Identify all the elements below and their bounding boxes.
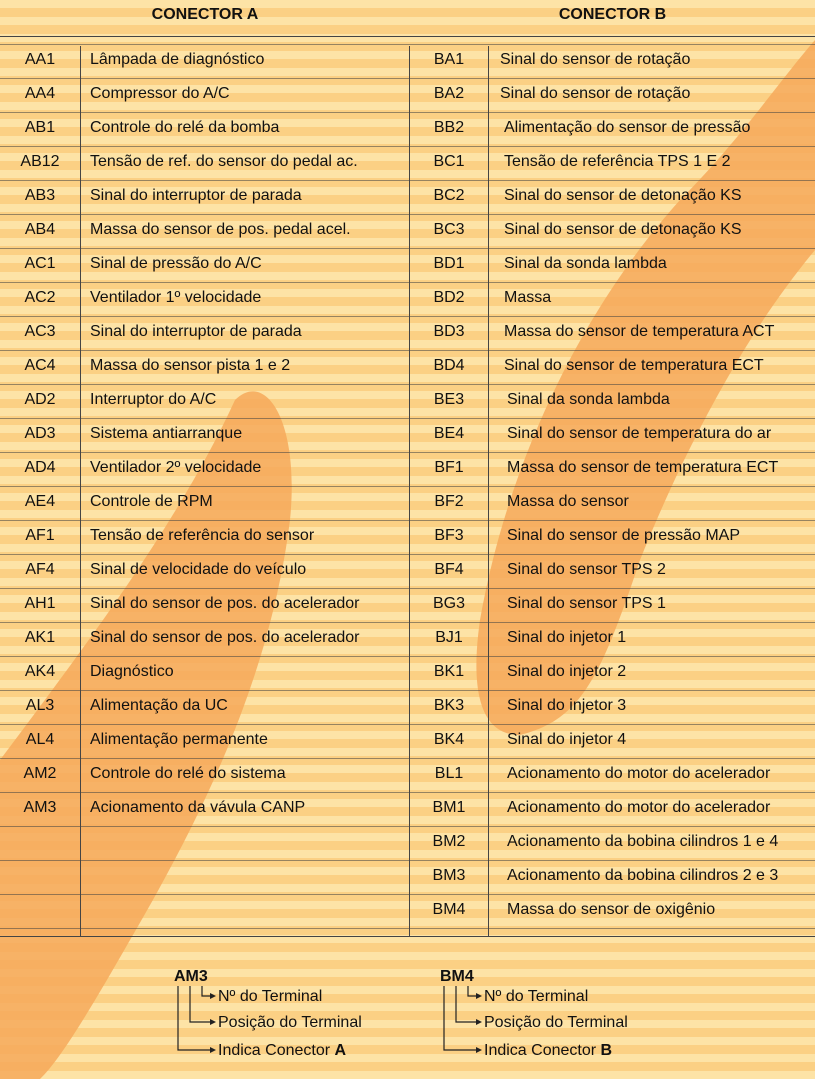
legend-b-code: BM4 xyxy=(440,968,474,985)
connector-a-terminal-description: Ventilador 1º velocidade xyxy=(90,289,262,306)
connector-b-terminal-description: Sinal do sensor de detonação KS xyxy=(504,187,742,204)
connector-a-terminal-code: AL3 xyxy=(25,697,55,714)
connector-a-terminal-code: AD4 xyxy=(24,459,56,476)
connector-b-terminal-code: BM4 xyxy=(432,901,466,918)
connector-a-terminal-description: Alimentação da UC xyxy=(90,697,228,714)
legend-b-terminal-position: Posição do Terminal xyxy=(484,1014,628,1031)
connector-b-terminal-description: Sinal do sensor de temperatura do ar xyxy=(507,425,772,442)
connector-b-terminal-code: BD4 xyxy=(433,357,465,374)
connector-b-terminal-description: Sinal do sensor de pressão MAP xyxy=(507,527,741,544)
connector-b-header: CONECTOR B xyxy=(558,6,667,23)
connector-a-terminal-description: Massa do sensor de pos. pedal acel. xyxy=(90,221,351,238)
connector-a-terminal-code xyxy=(0,893,80,927)
connector-b-terminal-code: BK1 xyxy=(433,663,465,680)
connector-a-terminal-description: Sinal de pressão do A/C xyxy=(90,255,262,272)
connector-b-terminal-description: Sinal da sonda lambda xyxy=(507,391,670,408)
connector-a-terminal-description: Sinal do interruptor de parada xyxy=(90,187,302,204)
connector-b-terminal-code: BF4 xyxy=(434,561,464,578)
header-divider xyxy=(0,36,815,37)
legend-b-connector xyxy=(484,1042,612,1060)
connector-b-terminal-code: BF1 xyxy=(434,459,464,476)
connector-b-terminal-description: Sinal do sensor de rotação xyxy=(500,85,691,102)
connector-b-terminal-code: BM1 xyxy=(432,799,466,816)
connector-a-terminal-code: AM3 xyxy=(23,799,57,816)
connector-a-terminal-description: Controle de RPM xyxy=(90,493,213,510)
connector-b-terminal-code: BL1 xyxy=(434,765,464,782)
connector-a-terminal-description: Controle do relé da bomba xyxy=(90,119,280,136)
connector-a-terminal-description: Alimentação permanente xyxy=(90,731,268,748)
connector-a-terminal-code: AF4 xyxy=(25,561,55,578)
connector-a-terminal-code: AB4 xyxy=(24,221,56,238)
connector-b-terminal-code: BD1 xyxy=(433,255,465,272)
connector-a-terminal-description: Sinal de velocidade do veículo xyxy=(90,561,307,578)
connector-b-terminal-description: Sinal do sensor TPS 2 xyxy=(507,561,666,578)
connector-a-terminal-code: AB1 xyxy=(24,119,56,136)
connector-a-terminal-code: AF1 xyxy=(25,527,55,544)
legend-b-connector-text: Indica Conector xyxy=(484,1042,601,1059)
connector-b-terminal-description: Sinal do sensor TPS 1 xyxy=(507,595,666,612)
connector-a-terminal-description: Interruptor do A/C xyxy=(90,391,217,408)
connector-a-terminal-code: AK4 xyxy=(24,663,56,680)
row-divider xyxy=(0,928,815,929)
connector-a-terminal-code: AE4 xyxy=(24,493,56,510)
connector-b-terminal-description: Massa do sensor de temperatura ACT xyxy=(504,323,775,340)
connector-b-terminal-description: Massa xyxy=(504,289,552,306)
connector-a-terminal-description: Controle do relé do sistema xyxy=(90,765,286,782)
connector-a-terminal-code: AC3 xyxy=(24,323,56,340)
connector-a-terminal-code: AB3 xyxy=(24,187,56,204)
connector-a-terminal-code: AM2 xyxy=(23,765,57,782)
connector-b-terminal-description: Acionamento da bobina cilindros 2 e 3 xyxy=(507,867,779,884)
connector-a-terminal-description: Sistema antiarranque xyxy=(90,425,243,442)
connector-a-terminal-description: Sinal do sensor de pos. do acelerador xyxy=(90,629,360,646)
connector-b-terminal-description: Sinal da sonda lambda xyxy=(504,255,667,272)
connector-a-terminal-code: AC4 xyxy=(24,357,56,374)
legend-a-terminal-position: Posição do Terminal xyxy=(218,1014,362,1031)
connector-b-terminal-code: BC2 xyxy=(433,187,465,204)
connector-a-terminal-description: Lâmpada de diagnóstico xyxy=(90,51,265,68)
connector-b-terminal-description: Tensão de referência TPS 1 E 2 xyxy=(504,153,731,170)
connector-b-terminal-code: BF2 xyxy=(434,493,464,510)
connector-a-terminal-description: Sinal do interruptor de parada xyxy=(90,323,302,340)
legend-b-connector-letter: B xyxy=(600,1042,613,1059)
connector-a-header: CONECTOR A xyxy=(151,6,259,23)
connector-a-terminal-description: Massa do sensor pista 1 e 2 xyxy=(90,357,291,374)
connector-b-terminal-code: BD2 xyxy=(433,289,465,306)
connector-a-terminal-description: Ventilador 2º velocidade xyxy=(90,459,262,476)
connector-a-terminal-description xyxy=(90,893,408,927)
connector-b-terminal-description: Sinal do injetor 2 xyxy=(507,663,627,680)
connector-b-terminal-code: BB2 xyxy=(433,119,465,136)
column-divider-b xyxy=(488,46,489,936)
connector-b-terminal-code: BA2 xyxy=(433,85,465,102)
connector-a-terminal-code: AD3 xyxy=(24,425,56,442)
connector-a-terminal-code: AC1 xyxy=(24,255,56,272)
connector-b-terminal-code: BM3 xyxy=(432,867,466,884)
legend-connector-a xyxy=(170,968,390,1068)
legend-connector-b xyxy=(436,968,656,1068)
legend-a-terminal-number: Nº do Terminal xyxy=(218,988,323,1005)
column-divider-a xyxy=(80,46,81,936)
connector-b-terminal-description: Sinal do injetor 3 xyxy=(507,697,627,714)
legend-a-connector xyxy=(218,1042,346,1060)
connector-b-terminal-code: BG3 xyxy=(432,595,465,612)
connector-a-terminal-code: AC2 xyxy=(24,289,56,306)
connector-b-terminal-code: BK3 xyxy=(433,697,465,714)
connector-a-terminal-description xyxy=(90,859,408,893)
connector-b-terminal-description: Acionamento do motor do acelerador xyxy=(507,765,771,782)
connector-a-terminal-code: AL4 xyxy=(25,731,55,748)
connector-a-terminal-code xyxy=(0,825,80,859)
connector-a-terminal-description: Acionamento da vávula CANP xyxy=(90,799,306,816)
connector-b-terminal-code: BD3 xyxy=(433,323,465,340)
connector-a-terminal-code: AA4 xyxy=(24,85,56,102)
connector-b-terminal-description: Acionamento do motor do acelerador xyxy=(507,799,771,816)
connector-b-terminal-code: BC1 xyxy=(433,153,465,170)
legend-a-connector-text: Indica Conector xyxy=(218,1042,335,1059)
legend-b-terminal-number: Nº do Terminal xyxy=(484,988,589,1005)
connector-b-terminal-description: Massa do sensor de oxigênio xyxy=(507,901,716,918)
connector-b-terminal-description: Massa do sensor de temperatura ECT xyxy=(507,459,779,476)
connector-a-terminal-code: AB12 xyxy=(20,153,60,170)
connector-b-terminal-code: BK4 xyxy=(433,731,465,748)
connector-b-terminal-code: BM2 xyxy=(432,833,466,850)
connector-a-terminal-code: AH1 xyxy=(24,595,56,612)
connector-b-terminal-code: BE4 xyxy=(433,425,465,442)
connector-a-terminal-description: Sinal do sensor de pos. do acelerador xyxy=(90,595,360,612)
legend-a-connector-letter: A xyxy=(334,1042,347,1059)
connector-b-terminal-code: BE3 xyxy=(433,391,465,408)
connector-a-terminal-description: Tensão de ref. do sensor do pedal ac. xyxy=(90,153,358,170)
connector-b-terminal-description: Sinal do injetor 1 xyxy=(507,629,627,646)
connector-b-terminal-description: Sinal do sensor de detonação KS xyxy=(504,221,742,238)
connector-b-terminal-description: Massa do sensor xyxy=(507,493,629,510)
connector-a-terminal-description: Compressor do A/C xyxy=(90,85,230,102)
connector-a-terminal-description: Diagnóstico xyxy=(90,663,174,680)
connector-b-terminal-code: BA1 xyxy=(433,51,465,68)
connector-b-terminal-code: BF3 xyxy=(434,527,464,544)
connector-b-terminal-description: Sinal do injetor 4 xyxy=(507,731,627,748)
connector-b-terminal-description: Acionamento da bobina cilindros 1 e 4 xyxy=(507,833,779,850)
connector-b-terminal-description: Sinal do sensor de temperatura ECT xyxy=(504,357,764,374)
legend-a-code: AM3 xyxy=(174,968,208,985)
connector-a-terminal-description: Tensão de referência do sensor xyxy=(90,527,315,544)
connector-a-terminal-code xyxy=(0,859,80,893)
connector-a-terminal-description xyxy=(90,825,408,859)
connector-b-terminal-code: BJ1 xyxy=(435,629,463,646)
connector-b-terminal-code: BC3 xyxy=(433,221,465,238)
table-bottom-line xyxy=(0,936,815,937)
connector-a-terminal-code: AD2 xyxy=(24,391,56,408)
connector-a-terminal-code: AK1 xyxy=(24,629,56,646)
connector-a-terminal-code: AA1 xyxy=(24,51,56,68)
connector-b-terminal-description: Sinal do sensor de rotação xyxy=(500,51,691,68)
connector-b-terminal-description: Alimentação do sensor de pressão xyxy=(504,119,751,136)
